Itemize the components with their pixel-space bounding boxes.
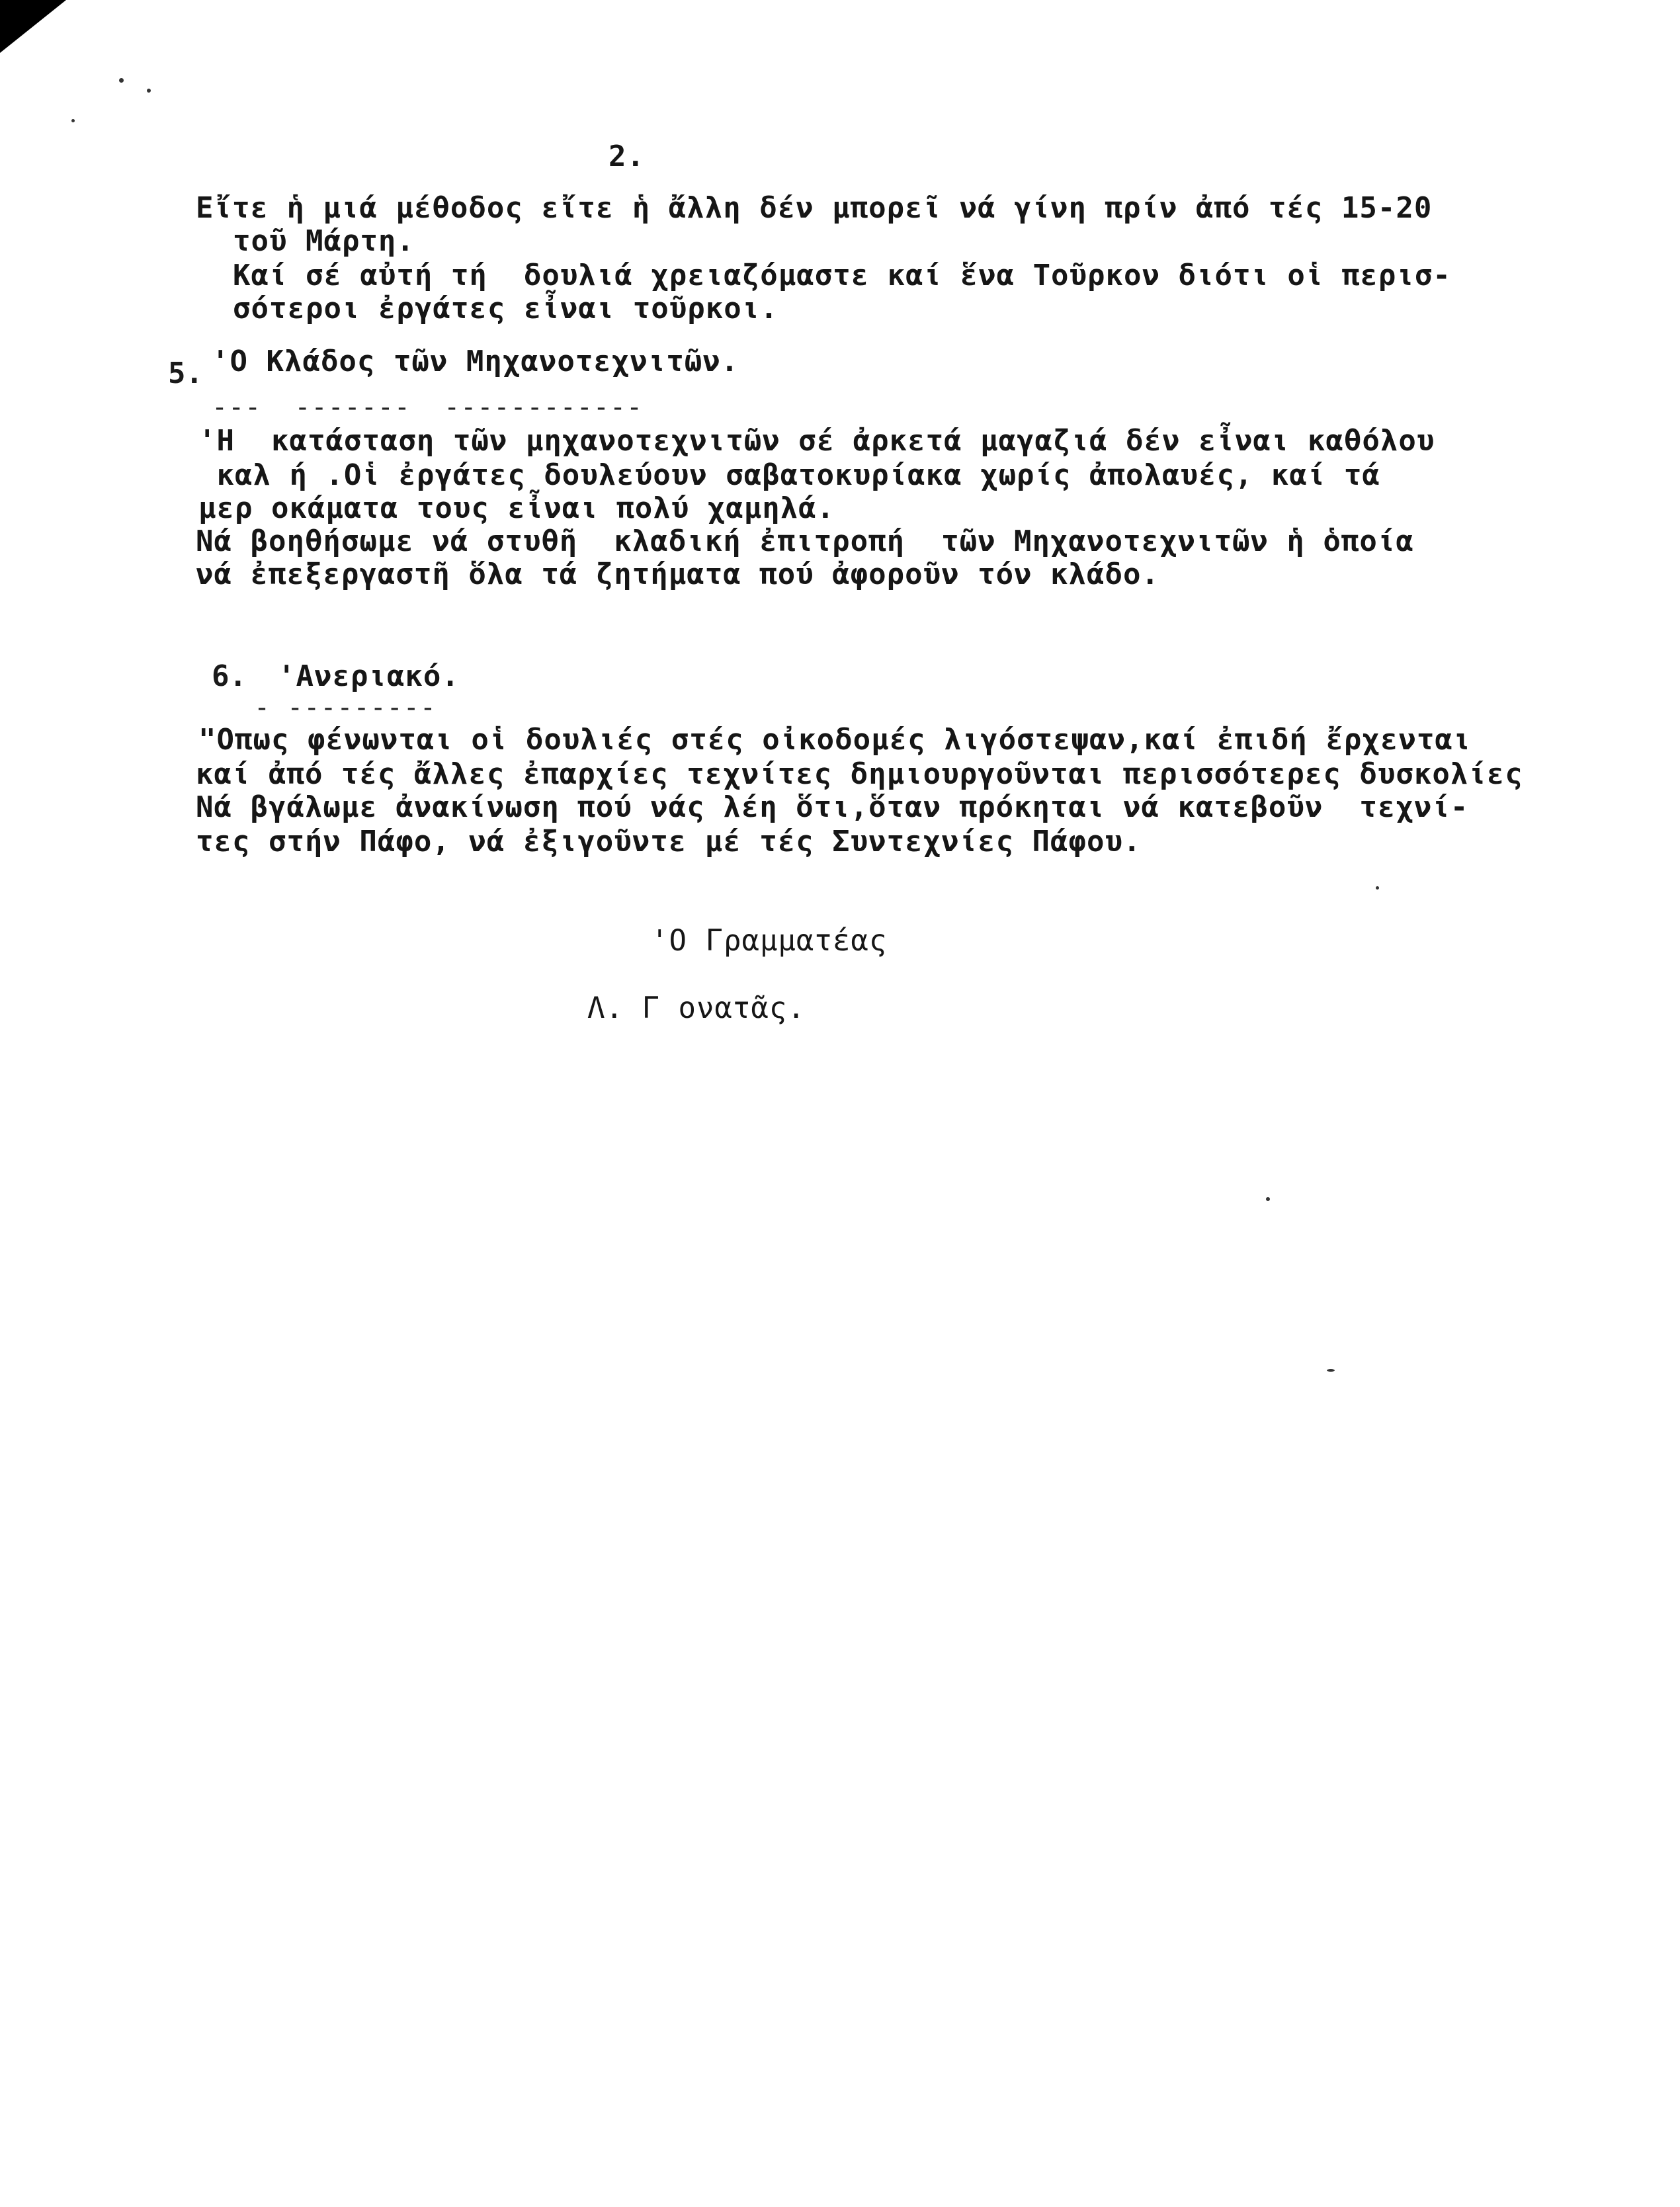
text-line: Νά βγάλωμε ἀνακίνωση πού νάς λέη ὅτι,ὅταν πρόκηται νά κατεβοῦν τεχνί- <box>196 790 1469 824</box>
text-line: τες στήν Πάφο, νά ἐξιγοῦντε μέ τές Συντεχνίες Πάφου. <box>196 825 1142 858</box>
title-underline: - --------- <box>254 692 437 723</box>
text-line: καί ἀπό τές ἄλλες ἐπαρχίες τεχνίτες δημιουργοῦνται περισσότερες δυσκολίες <box>196 757 1523 791</box>
scan-speck <box>119 78 124 83</box>
text-line: Νά βοηθήσωμε νά στυθῆ κλαδική ἐπιτροπή τῶν Μηχανοτεχνιτῶν ἡ ὁποία <box>196 524 1414 558</box>
text-line: "Οπως φένωνται οἱ δουλιές στές οἰκοδομές λιγόστεψαν,καί ἐπιδή ἔρχενται <box>198 723 1472 757</box>
text-line: μερ οκάματα τους εἶναι πολύ χαμηλά. <box>198 491 835 525</box>
title-underline: --- ------- ------------ <box>212 392 644 423</box>
signature-role: 'Ο Γραμματέας <box>651 924 888 958</box>
text-line: καλ ή .Οἱ ἐργάτες δουλεύουν σαβατοκυρίακα χωρίς ἀπολαυές, καί τά <box>198 458 1380 492</box>
section-title: 'Ανεριακό. <box>278 659 460 693</box>
scan-speck <box>71 119 75 122</box>
section-number: 6. <box>212 659 247 693</box>
section-title: 'Ο Κλάδος τῶν Μηχανοτεχνιτῶν. <box>212 345 739 378</box>
scan-speck <box>1327 1369 1335 1372</box>
text-line: τοῦ Μάρτη. <box>233 224 415 258</box>
scan-speck <box>147 89 151 93</box>
scan-corner-mark <box>0 0 66 53</box>
text-line: Καί σέ αὐτή τή δουλιά χρειαζόμαστε καί ἕνα Τοῦρκον διότι οἱ περισ- <box>233 259 1451 292</box>
page-number: 2. <box>609 140 645 173</box>
text-line: 'Η κατάσταση τῶν μηχανοτεχνιτῶν σέ ἀρκετά μαγαζιά δέν εἶναι καθόλου <box>198 424 1435 458</box>
scan-speck <box>1376 886 1379 890</box>
text-line: σότεροι ἐργάτες εἶναι τοῦρκοι. <box>233 292 778 325</box>
scan-speck <box>1266 1197 1270 1201</box>
section-number: 5. <box>168 356 203 390</box>
signature-name: Λ. Γ ονατᾶς. <box>587 991 806 1025</box>
text-line: νά ἐπεξεργαστῆ ὅλα τά ζητήματα πού ἀφοροῦν τόν κλάδο. <box>196 558 1159 591</box>
text-line: Εἴτε ἡ μιά μέθοδος εἴτε ἡ ἄλλη δέν μπορεῖ νά γίνη πρίν ἀπό τές 15-20 <box>196 191 1433 225</box>
